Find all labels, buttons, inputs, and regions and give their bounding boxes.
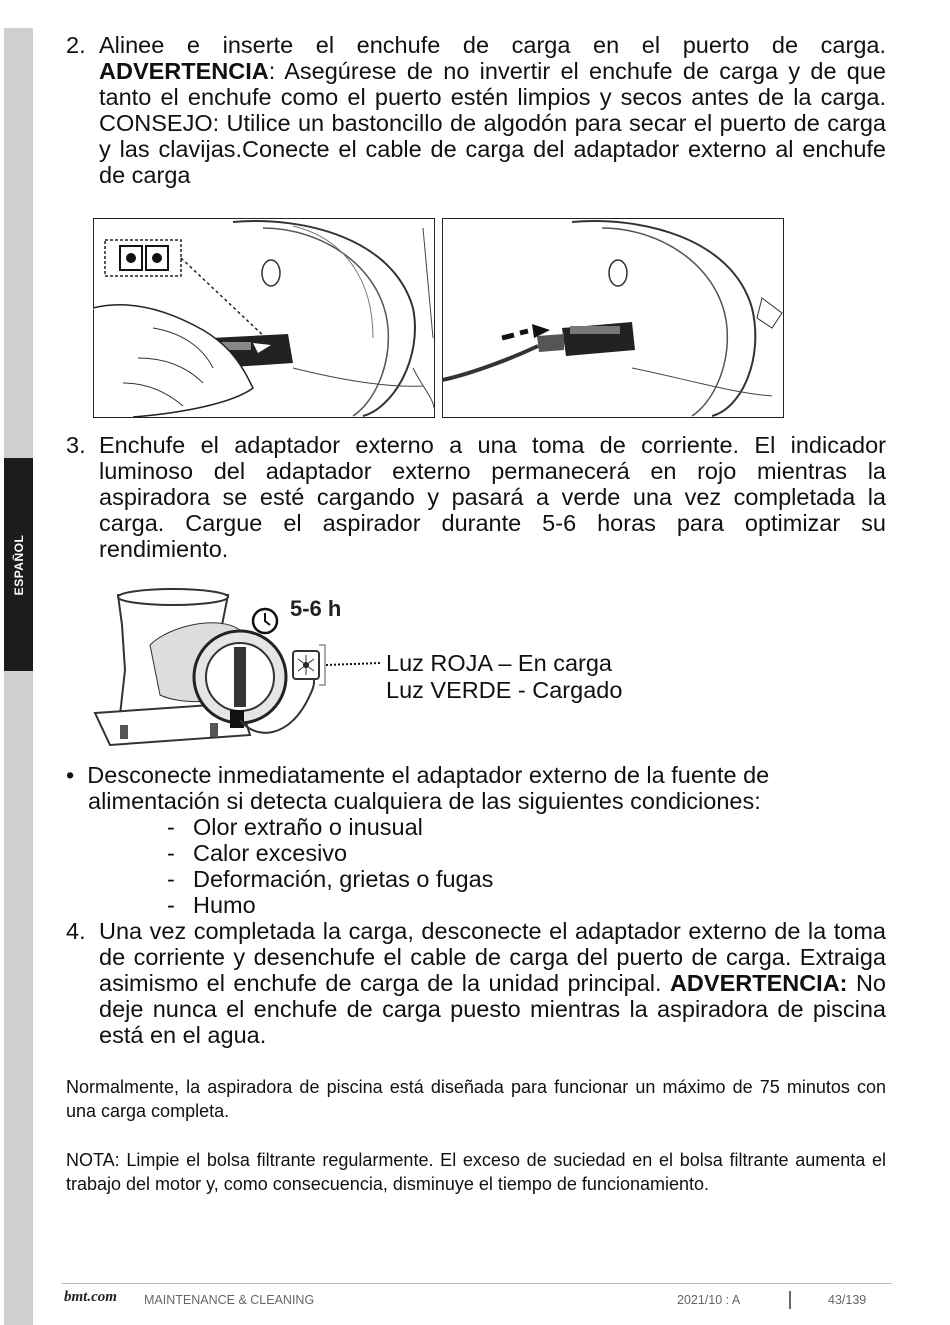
step-text: Alinee e inserte el enchufe de carga en el puerto de carga. ADVERTENCIA: Asegúrese de no invertir el enchufe de carga y de que tanto el enchufe como el puerto estén limpios y secos antes de la carga. CONSEJO: Utilice un bastoncillo de algodón para secar el puerto de carga y las clavijas.Conecte el cable de carga del adaptador externo al enchufe de carga bbox=[99, 32, 886, 188]
condition-item: - Olor extraño o inusual bbox=[167, 814, 423, 840]
footer-divider bbox=[62, 1283, 892, 1284]
condition-item: - Calor excesivo bbox=[167, 840, 348, 866]
step-number: 3. bbox=[66, 432, 86, 458]
warning-label: ADVERTENCIA: bbox=[669, 970, 848, 996]
step-number: 4. bbox=[66, 918, 86, 944]
language-tab bbox=[4, 458, 33, 671]
warning-bullet bbox=[66, 762, 886, 814]
step-number: 2. bbox=[66, 32, 86, 58]
condition-item: - Deformación, grietas o fugas bbox=[167, 866, 494, 892]
footer-version: 2021/10 : A bbox=[677, 1293, 741, 1307]
language-label: ESPAÑOL bbox=[11, 534, 26, 595]
bullet-line-1: Desconecte inmediatamente el adaptador externo de la fuente de bbox=[87, 762, 770, 788]
step-2 bbox=[66, 32, 886, 188]
footer-page-number: 43/139 bbox=[828, 1293, 867, 1307]
step-text: Enchufe el adaptador externo a una toma de corriente. El indicador luminoso del adaptador externo permanecerá en rojo mientras la aspiradora se esté cargando y pasará a verde una vez completada la carga. Cargue el aspirador durante 5-6 horas para optimizar su rendimiento. bbox=[99, 432, 886, 562]
step-text: Una vez completada la carga, desconecte el adaptador externo de la toma de corriente y desenchufe el cable de carga del puerto de carga. Extraiga asimismo el enchufe de carga de la unidad principal. ADVERTENCIA: No deje nunca el enchufe de carga puesto mientras la aspiradora de piscina está en el agua. bbox=[99, 918, 886, 1048]
figure-charging bbox=[90, 585, 385, 748]
figure-connect-cable bbox=[442, 218, 784, 418]
bullet-line-2: alimentación si detecta cualquiera de las siguientes condiciones: bbox=[88, 788, 761, 814]
runtime-note: Normalmente, la aspiradora de piscina está diseñada para funcionar un máximo de 75 minutos con una carga completa. bbox=[66, 1077, 886, 1121]
step-4 bbox=[66, 918, 886, 1048]
legend-green: Luz VERDE - Cargado bbox=[386, 677, 623, 703]
led-legend bbox=[386, 650, 622, 704]
footer-separator bbox=[789, 1291, 791, 1309]
figure-insert-plug bbox=[93, 218, 435, 418]
warning-label: ADVERTENCIA bbox=[99, 58, 269, 84]
step-3 bbox=[66, 432, 886, 562]
filter-note: NOTA: Limpie el bolsa filtrante regularmente. El exceso de suciedad en el bolsa filtrante aumenta el trabajo del motor y, como consecuencia, disminuye el tiempo de funcionamiento. bbox=[66, 1150, 886, 1194]
condition-item: - Humo bbox=[167, 892, 256, 918]
footer-section: MAINTENANCE & CLEANING bbox=[144, 1293, 315, 1307]
side-strip bbox=[4, 28, 33, 1325]
footer-logo: bmt.com bbox=[64, 1289, 117, 1305]
charge-time-label: 5-6 h bbox=[290, 596, 342, 621]
legend-red: Luz ROJA – En carga bbox=[386, 650, 612, 676]
bullet-mark: • bbox=[66, 762, 75, 788]
